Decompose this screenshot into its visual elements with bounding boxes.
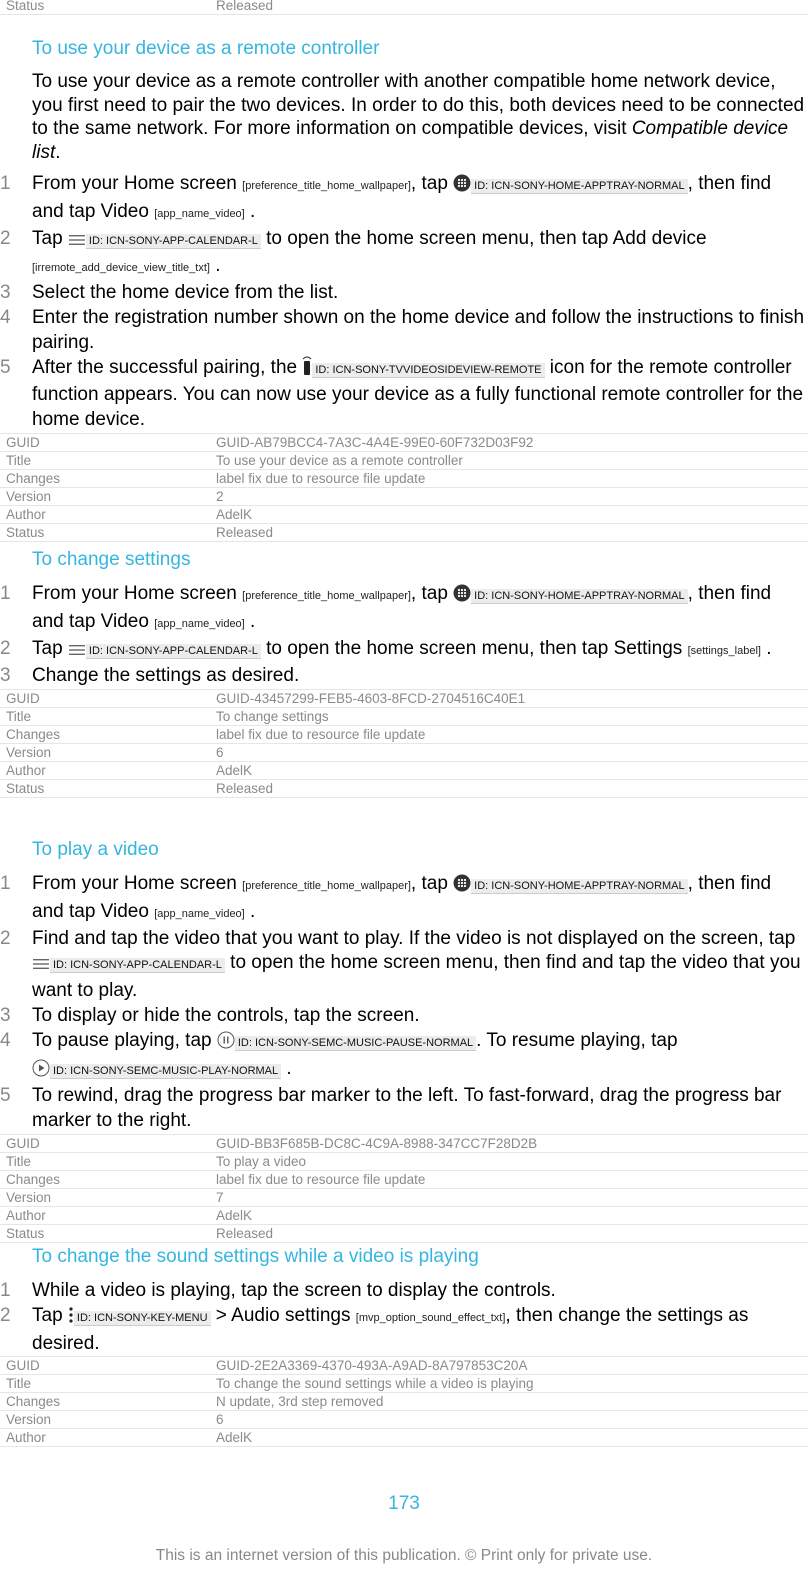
meta-key: Author [0, 1206, 210, 1224]
meta-row [0, 469, 808, 487]
meta-key: GUID [0, 690, 210, 708]
footer-note: This is an internet version of this publication. © Print only for private use. [155, 1547, 653, 1564]
meta-row [0, 1134, 808, 1152]
meta-key: Changes [0, 1393, 210, 1411]
step-number: 2 [0, 1304, 11, 1326]
step: 2 Tap ID: ICN-SONY-APP-CALENDAR-L to open the home screen menu, then tap Add device [irremote_add_device_view_title_txt] . [0, 227, 707, 277]
step-number: 5 [0, 1085, 11, 1107]
meta-table [0, 689, 808, 798]
meta-row [0, 451, 808, 469]
intro-paragraph [0, 70, 808, 164]
meta-value: Released [210, 523, 808, 541]
intro-text: To use your device as a remote controller with another compatible home network device, you first need to pair the two devices. In order to do this, both devices need to be connected to the same network. For more information on compatible devices, visit [32, 71, 805, 139]
meta-value: AdelK [210, 1429, 808, 1447]
meta-value: Released [210, 0, 808, 15]
meta-key: Version [0, 487, 210, 505]
meta-row [0, 762, 808, 780]
step-number: 3 [0, 282, 11, 304]
video-label: Video [100, 900, 149, 922]
meta-row [0, 1206, 808, 1224]
steps-list [0, 172, 808, 433]
icon-id-label: ID: ICN-SONY-KEY-MENU [74, 1311, 211, 1326]
step-number: 3 [0, 1004, 11, 1026]
step-number: 2 [0, 637, 11, 659]
menu-icon[interactable] [68, 640, 86, 665]
meta-value: 6 [210, 1411, 808, 1429]
video-label: Video [100, 610, 149, 632]
meta-row [0, 780, 808, 798]
meta-row [0, 690, 808, 708]
meta-value: 2 [210, 487, 808, 505]
meta-table [0, 1134, 808, 1243]
section-change-settings [0, 548, 808, 798]
meta-key: GUID [0, 1357, 210, 1375]
meta-key: Author [0, 762, 210, 780]
icon-id-label: ID: ICN-SONY-TVVIDEOSIDEVIEW-REMOTE [312, 363, 544, 378]
step: 3 Select the home device from the list. [0, 281, 808, 306]
meta-row [0, 1152, 808, 1170]
icon-id-label: ID: ICN-SONY-HOME-APPTRAY-NORMAL [471, 879, 687, 894]
meta-key: Title [0, 1152, 210, 1170]
section-sound-settings [0, 1245, 808, 1447]
meta-value: label fix due to resource file update [210, 726, 808, 744]
step-number: 2 [0, 227, 11, 249]
menu-icon[interactable] [68, 230, 86, 255]
meta-value: To change settings [210, 708, 808, 726]
step-number: 4 [0, 306, 11, 328]
step-number: 1 [0, 173, 11, 194]
menu-icon[interactable] [32, 954, 50, 979]
meta-value: To change the sound settings while a video is playing [210, 1375, 808, 1393]
meta-key: GUID [0, 1134, 210, 1152]
section-title: To play a video [32, 839, 159, 860]
icon-id-label: ID: ICN-SONY-APP-CALENDAR-L [50, 958, 225, 973]
play-icon[interactable] [32, 1059, 50, 1085]
meta-value: label fix due to resource file update [210, 469, 808, 487]
pause-icon[interactable] [217, 1031, 235, 1057]
step: 3 Change the settings as desired. [0, 664, 808, 689]
meta-row [0, 1411, 808, 1429]
meta-row [0, 708, 808, 726]
step: 5 After the successful pairing, the ID: ICN-SONY-TVVIDEOSIDEVIEW-REMOTE icon for the remote controller function appears. You can now use your device as a fully functional remote controller for the home device. [0, 356, 804, 431]
home-screen-label: Home screen [123, 873, 237, 894]
step: 1 From your Home screen [preference_title_home_wallpaper], tap ID: ICN-SONY-HOME-APPTRAY-NORMAL , then find and tap Video [app_name_video] . [0, 873, 772, 922]
meta-value: GUID-AB79BCC4-7A3C-4A4E-99E0-60F732D03F92 [210, 433, 808, 451]
meta-key: Author [0, 505, 210, 523]
meta-value: GUID-2E2A3369-4370-493A-A9AD-8A797853C20A [210, 1357, 808, 1375]
meta-row [0, 1375, 808, 1393]
meta-value: N update, 3rd step removed [210, 1393, 808, 1411]
meta-row [0, 744, 808, 762]
meta-value: AdelK [210, 1206, 808, 1224]
meta-table [0, 1356, 808, 1447]
intro-end: . [55, 141, 61, 163]
step: 1 From your Home screen [preference_title_home_wallpaper], tap ID: ICN-SONY-HOME-APPTRAY-NORMAL , then find and tap Video [app_name_video] . [0, 583, 772, 632]
settings-label: Settings [613, 637, 683, 659]
meta-row [0, 523, 808, 541]
meta-row [0, 1188, 808, 1206]
icon-id-label: ID: ICN-SONY-HOME-APPTRAY-NORMAL [471, 179, 687, 194]
meta-row [0, 726, 808, 744]
meta-value: AdelK [210, 505, 808, 523]
icon-id-label: ID: ICN-SONY-SEMC-MUSIC-PAUSE-NORMAL [235, 1036, 476, 1051]
audio-settings-label: Audio settings [231, 1304, 351, 1326]
section-title: To use your device as a remote controller [32, 38, 380, 59]
meta-key: Changes [0, 1170, 210, 1188]
step-number: 1 [0, 1280, 11, 1301]
add-device-label: Add device [612, 227, 707, 249]
meta-value: To play a video [210, 1152, 808, 1170]
section-title: To change the sound settings while a video is playing [32, 1246, 479, 1267]
meta-value: Released [210, 780, 808, 798]
meta-key: GUID [0, 433, 210, 451]
meta-key: Version [0, 744, 210, 762]
section-title: To change settings [32, 549, 191, 570]
meta-value: Released [210, 1224, 808, 1242]
meta-key: Title [0, 1375, 210, 1393]
step: 5 To rewind, drag the progress bar marker to the left. To fast-forward, drag the progress bar marker to the right. [0, 1085, 782, 1132]
page-number: 173 [388, 1493, 420, 1514]
app-tray-icon[interactable] [453, 874, 471, 900]
section-play-video [0, 838, 808, 1243]
home-screen-label: Home screen [123, 583, 237, 604]
meta-value: 6 [210, 744, 808, 762]
meta-key: Changes [0, 726, 210, 744]
icon-id-label: ID: ICN-SONY-APP-CALENDAR-L [86, 644, 261, 659]
step-number: 3 [0, 665, 11, 687]
meta-key: Status [0, 523, 210, 541]
step: 3 To display or hide the controls, tap the screen. [0, 1004, 808, 1029]
step-number: 4 [0, 1029, 11, 1051]
home-screen-label: Home screen [123, 173, 237, 194]
meta-key: Status [0, 780, 210, 798]
meta-value: GUID-BB3F685B-DC8C-4C9A-8988-347CC7F28D2B [210, 1134, 808, 1152]
meta-value: AdelK [210, 762, 808, 780]
step-number: 2 [0, 927, 11, 949]
meta-row [0, 1429, 808, 1447]
meta-key: Author [0, 1429, 210, 1447]
video-label: Video [100, 200, 149, 222]
steps-list [0, 1279, 808, 1356]
meta-key: Title [0, 451, 210, 469]
meta-value: To use your device as a remote controller [210, 451, 808, 469]
section-remote-controller [0, 37, 808, 542]
meta-key: Version [0, 1411, 210, 1429]
meta-key: Status [0, 1224, 210, 1242]
steps-list [0, 872, 808, 1134]
meta-row [0, 433, 808, 451]
meta-value: label fix due to resource file update [210, 1170, 808, 1188]
steps-list [0, 582, 808, 689]
app-tray-icon[interactable] [453, 584, 471, 610]
meta-value: 7 [210, 1188, 808, 1206]
meta-row [0, 1224, 808, 1242]
meta-key: Title [0, 708, 210, 726]
step: 2 Tap ID: ICN-SONY-KEY-MENU > Audio settings [mvp_option_sound_effect_txt], then change the settings as desired. [0, 1304, 749, 1354]
icon-id-label: ID: ICN-SONY-HOME-APPTRAY-NORMAL [471, 589, 687, 604]
meta-key: Changes [0, 469, 210, 487]
meta-table [0, 433, 808, 542]
meta-row [0, 1170, 808, 1188]
meta-row [0, 487, 808, 505]
remote-icon [302, 356, 312, 384]
step: 1 While a video is playing, tap the screen to display the controls. [0, 1279, 808, 1304]
step-number: 1 [0, 583, 11, 604]
meta-key: Status [0, 0, 210, 15]
meta-row [0, 505, 808, 523]
step-number: 5 [0, 356, 11, 378]
step: 1 From your Home screen [preference_title_home_wallpaper], tap ID: ICN-SONY-HOME-APPTRAY-NORMAL , then find and tap Video [app_name_video] . [0, 173, 772, 222]
step: 4 Enter the registration number shown on the home device and follow the instructions to finish pairing. [0, 306, 805, 353]
meta-value: GUID-43457299-FEB5-4603-8FCD-2704516C40E1 [210, 690, 808, 708]
step-number: 1 [0, 873, 11, 894]
meta-row [0, 1357, 808, 1375]
step: 4 To pause playing, tap ID: ICN-SONY-SEMC-MUSIC-PAUSE-NORMAL . To resume playing, tap ID: ICN-SONY-SEMC-MUSIC-PLAY-NORMAL . [0, 1029, 808, 1085]
icon-id-label: ID: ICN-SONY-APP-CALENDAR-L [86, 234, 261, 249]
app-tray-icon[interactable] [453, 174, 471, 200]
step: 2 Find and tap the video that you want to play. If the video is not displayed on the screen, tap ID: ICN-SONY-APP-CALENDAR-L to open the home screen menu, then find and tap the video that you want to play. [0, 927, 801, 1002]
icon-id-label: ID: ICN-SONY-SEMC-MUSIC-PLAY-NORMAL [50, 1064, 281, 1079]
step: 2 Tap ID: ICN-SONY-APP-CALENDAR-L to open the home screen menu, then tap Settings [settings_label] . [0, 637, 808, 665]
top-meta-table [0, 0, 808, 15]
meta-key: Version [0, 1188, 210, 1206]
meta-row [0, 1393, 808, 1411]
compatible-device-link[interactable]: Compatible device list [32, 118, 789, 163]
